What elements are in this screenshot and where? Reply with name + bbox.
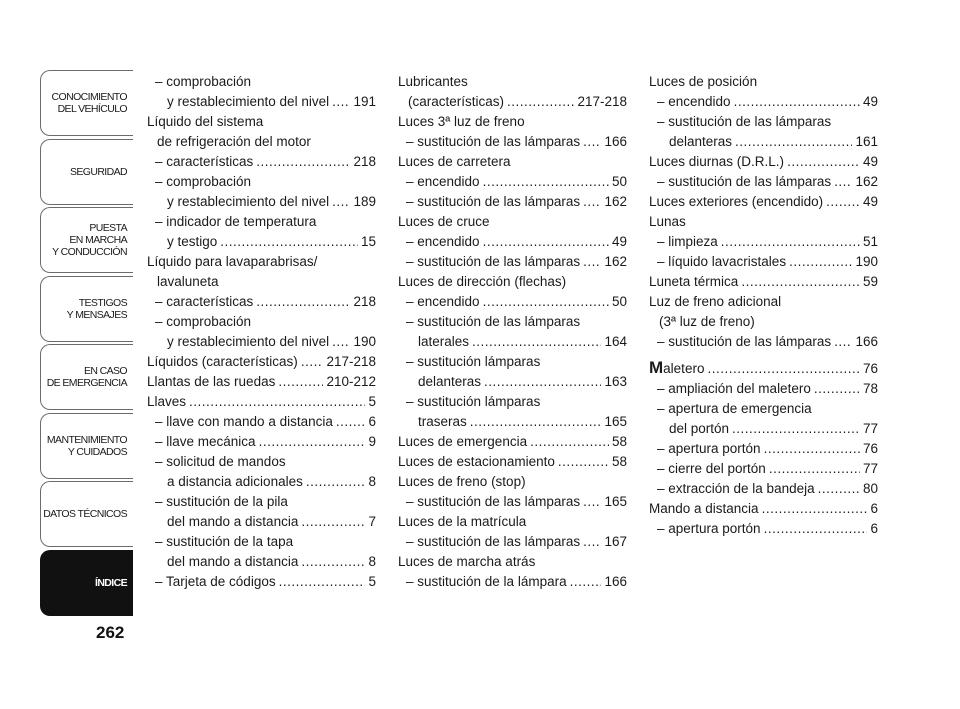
page-ref: 166 [604,134,627,149]
index-subentry [147,232,376,252]
page-ref: 58 [611,434,627,449]
index-subentry [398,292,627,312]
index-entry [649,152,878,172]
index-entry [147,352,376,372]
tab-6[interactable]: DATOS TÉCNICOS [40,481,133,547]
entry-text: – características [155,154,254,169]
index-subentry [147,152,376,172]
tab-1[interactable]: SEGURIDAD [40,139,133,205]
tab-0[interactable]: CONOCIMIENTO DEL VEHÍCULO [40,70,133,136]
index-subheading: – solicitud de mandos [155,454,286,469]
page-ref: 167 [604,534,627,549]
index-subheading: – sustitución lámparas [406,394,541,409]
entry-text: Llantas de las ruedas [147,374,276,389]
page-ref: 49 [862,154,878,169]
index-heading: Luces de freno (stop) [398,474,526,489]
index-heading: Luces de posición [649,74,758,89]
page-ref: 77 [862,421,878,436]
index-subheading: – sustitución de la tapa [155,534,294,549]
index-subheading: – sustitución de las lámparas [657,114,832,129]
index-subentry [398,192,627,212]
tab-7[interactable]: ÍNDICE [40,550,133,616]
section-initial: M [649,358,664,377]
page-ref: 8 [368,474,376,489]
index-subentry [398,492,627,512]
leader-dots [787,152,860,172]
leader-dots [530,432,609,452]
index-subentry [398,232,627,252]
entry-text: delanteras [669,134,733,149]
entry-text: Llaves [147,394,187,409]
entry-text: y restablecimiento del nivel [167,194,330,209]
leader-dots [189,392,365,412]
index-subentry [649,459,878,479]
index-subentry [398,172,627,192]
leader-dots [278,372,323,392]
page-ref: 165 [604,494,627,509]
leader-dots [306,472,366,492]
entry-text: delanteras [418,374,482,389]
index-subentry [147,512,376,532]
page-ref: 8 [368,554,376,569]
leader-dots [814,379,860,399]
leader-dots [707,359,860,379]
page-ref: 190 [353,334,376,349]
entry-text: a distancia adicionales [167,474,303,489]
page-ref: 162 [604,254,627,269]
index-heading: Luces de carretera [398,154,511,169]
leader-dots [826,192,860,212]
entry-text: Luces diurnas (D.R.L.) [649,154,785,169]
page-ref: 6 [870,521,878,536]
page-ref: 218 [353,154,376,169]
tab-3[interactable]: TESTIGOS Y MENSAJES [40,276,133,342]
page-ref: 76 [862,441,878,456]
leader-dots [259,432,366,452]
page-ref: 191 [353,94,376,109]
page-ref: 162 [604,194,627,209]
index-heading: Luces de marcha atrás [398,554,536,569]
page-ref: 190 [855,254,878,269]
entry-text: – sustitución de las lámparas [657,334,832,349]
index-subentry [398,372,627,392]
page-ref: 217-218 [577,94,627,109]
index-heading: Luces de la matrícula [398,514,527,529]
leader-dots [332,92,350,112]
page-ref: 49 [611,234,627,249]
page-ref: 7 [368,514,376,529]
index-column-3 [649,72,878,539]
index-heading: Luces de dirección (flechas) [398,274,567,289]
leader-dots [332,192,350,212]
leader-dots [301,552,365,572]
entry-text: – encendido [406,294,480,309]
entry-text: – sustitución de las lámparas [406,534,581,549]
index-heading: Luces 3ª luz de freno [398,114,525,129]
index-subentry [147,552,376,572]
leader-dots [301,512,365,532]
entry-text: – sustitución de las lámparas [406,134,581,149]
page-ref: 161 [855,134,878,149]
index-subentry [398,132,627,152]
index-heading: Líquido para lavaparabrisas/ [147,254,318,269]
leader-dots [734,92,860,112]
entry-text: – extracción de la bandeja [657,481,815,496]
leader-dots [483,172,609,192]
leader-dots [583,132,601,152]
index-subentry [649,439,878,459]
index-subentry [398,412,627,432]
page-ref: 210-212 [326,374,376,389]
index-subentry [147,572,376,592]
page-ref: 15 [360,234,376,249]
index-entry [398,92,627,112]
page-ref: 162 [855,174,878,189]
page-ref: 80 [862,481,878,496]
page-ref: 5 [368,574,376,589]
leader-dots [735,132,852,152]
entry-text [649,358,704,379]
entry-text: del portón [669,421,730,436]
page-ref: 165 [604,414,627,429]
page-ref: 218 [353,294,376,309]
entry-rest: aletero [663,361,705,376]
leader-dots [279,572,366,592]
leader-dots [834,332,852,352]
leader-dots [583,492,601,512]
index-entry [398,452,627,472]
index-heading: Lunas [649,214,686,229]
index-subheading: – indicador de temperatura [155,214,317,229]
index-heading: Luces de cruce [398,214,490,229]
page-ref: 166 [855,334,878,349]
leader-dots [256,292,350,312]
page-ref: 59 [862,274,878,289]
index-subentry [147,192,376,212]
index-subentry [649,252,878,272]
index-column-2 [398,72,627,592]
leader-dots [818,479,860,499]
entry-text: Luneta térmica [649,274,739,289]
leader-dots [470,412,602,432]
index-subentry [398,572,627,592]
tab-4[interactable]: EN CASO DE EMERGENCIA [40,344,133,410]
entry-text: y restablecimiento del nivel [167,94,330,109]
entry-text: – limpieza [657,234,718,249]
index-subentry [147,412,376,432]
page-ref: 76 [862,361,878,376]
index-subentry [649,332,878,352]
leader-dots [483,292,609,312]
index-subentry [649,379,878,399]
entry-text: – llave mecánica [155,434,256,449]
page-ref: 78 [862,381,878,396]
page-ref: 6 [870,501,878,516]
entry-text: Luces exteriores (encendido) [649,194,824,209]
leader-dots [732,419,860,439]
page-ref: 51 [862,234,878,249]
index-heading: Luz de freno adicional [649,294,782,309]
leader-dots [256,152,350,172]
page-ref: 6 [368,414,376,429]
leader-dots [834,172,852,192]
entry-text: del mando a distancia [167,554,299,569]
page-ref: 217-218 [326,354,376,369]
index-subheading: – sustitución lámparas [406,354,541,369]
index-heading-cont: lavaluneta [157,274,219,289]
entry-text: – líquido lavacristales [657,254,787,269]
index-heading-cont: (3ª luz de freno) [659,314,755,329]
page-ref: 49 [862,194,878,209]
entry-text: – encendido [406,234,480,249]
index-entry [398,432,627,452]
index-subentry [147,432,376,452]
index-entry [147,372,376,392]
leader-dots [764,519,868,539]
entry-text: Líquidos (características) [147,354,298,369]
page-ref: 189 [353,194,376,209]
leader-dots [741,272,860,292]
entry-text: – encendido [406,174,480,189]
entry-text: (características) [408,94,505,109]
leader-dots [301,352,324,372]
index-subheading: – comprobación [155,314,252,329]
index-entry [649,499,878,519]
leader-dots [483,232,609,252]
page-ref: 5 [368,394,376,409]
page-ref: 49 [862,94,878,109]
entry-text: – sustitución de las lámparas [657,174,832,189]
entry-text: y testigo [167,234,218,249]
index-subentry [649,419,878,439]
page-ref: 50 [611,174,627,189]
index-subheading: – sustitución de la pila [155,494,288,509]
page-ref: 166 [604,574,627,589]
entry-text: – cierre del portón [657,461,766,476]
leader-dots [220,232,358,252]
entry-text: – encendido [657,94,731,109]
leader-dots [484,372,601,392]
tab-2[interactable]: PUESTA EN MARCHA Y CONDUCCIÓN [40,207,133,273]
entry-text: – sustitución de las lámparas [406,254,581,269]
entry-text: Mando a distancia [649,501,759,516]
entry-text: – sustitución de la lámpara [406,574,567,589]
leader-dots [336,412,366,432]
leader-dots [583,252,601,272]
leader-dots [583,532,601,552]
entry-text: – apertura portón [657,521,761,536]
leader-dots [558,452,609,472]
page-ref: 77 [862,461,878,476]
index-subentry [147,332,376,352]
entry-text: traseras [418,414,467,429]
entry-text: Luces de emergencia [398,434,528,449]
index-heading: Lubricantes [398,74,468,89]
leader-dots [332,332,350,352]
page-ref: 164 [604,334,627,349]
leader-dots [764,439,860,459]
entry-text: – sustitución de las lámparas [406,194,581,209]
leader-dots [583,192,601,212]
index-subheading: – comprobación [155,174,252,189]
leader-dots [570,572,602,592]
entry-text: – ampliación del maletero [657,381,811,396]
page-ref: 163 [604,374,627,389]
entry-text: Luces de estacionamiento [398,454,555,469]
index-subentry [649,232,878,252]
entry-text: – llave con mando a distancia [155,414,333,429]
entry-text: – apertura portón [657,441,761,456]
index-subentry [398,252,627,272]
leader-dots [721,232,860,252]
index-subheading: – comprobación [155,74,252,89]
entry-text: – Tarjeta de códigos [155,574,276,589]
index-column-1 [147,72,376,592]
page-ref: 50 [611,294,627,309]
page-number: 262 [96,623,125,642]
entry-text: – características [155,294,254,309]
leader-dots [472,332,601,352]
leader-dots [789,252,852,272]
index-subentry [147,292,376,312]
index-entry [147,392,376,412]
index-subentry [649,479,878,499]
index-subentry [147,92,376,112]
index-subentry [649,519,878,539]
index-subentry [649,92,878,112]
index-subentry [398,532,627,552]
index-subheading: – apertura de emergencia [657,401,812,416]
index-heading-cont: de refrigeración del motor [157,134,311,149]
index-entry [649,272,878,292]
entry-text: y restablecimiento del nivel [167,334,330,349]
index-subentry [649,132,878,152]
index-entry [649,192,878,212]
index-subentry [398,332,627,352]
leader-dots [762,499,868,519]
entry-text: laterales [418,334,470,349]
entry-text: – sustitución de las lámparas [406,494,581,509]
index-entry [649,358,878,379]
index-subentry [649,172,878,192]
entry-text: del mando a distancia [167,514,299,529]
leader-dots [769,459,860,479]
page-ref: 58 [611,454,627,469]
index-heading: Líquido del sistema [147,114,264,129]
leader-dots [507,92,574,112]
page-ref: 9 [368,434,376,449]
index-subheading: – sustitución de las lámparas [406,314,581,329]
tab-5[interactable]: MANTENIMIENTO Y CUIDADOS [40,413,133,479]
index-subentry [147,472,376,492]
